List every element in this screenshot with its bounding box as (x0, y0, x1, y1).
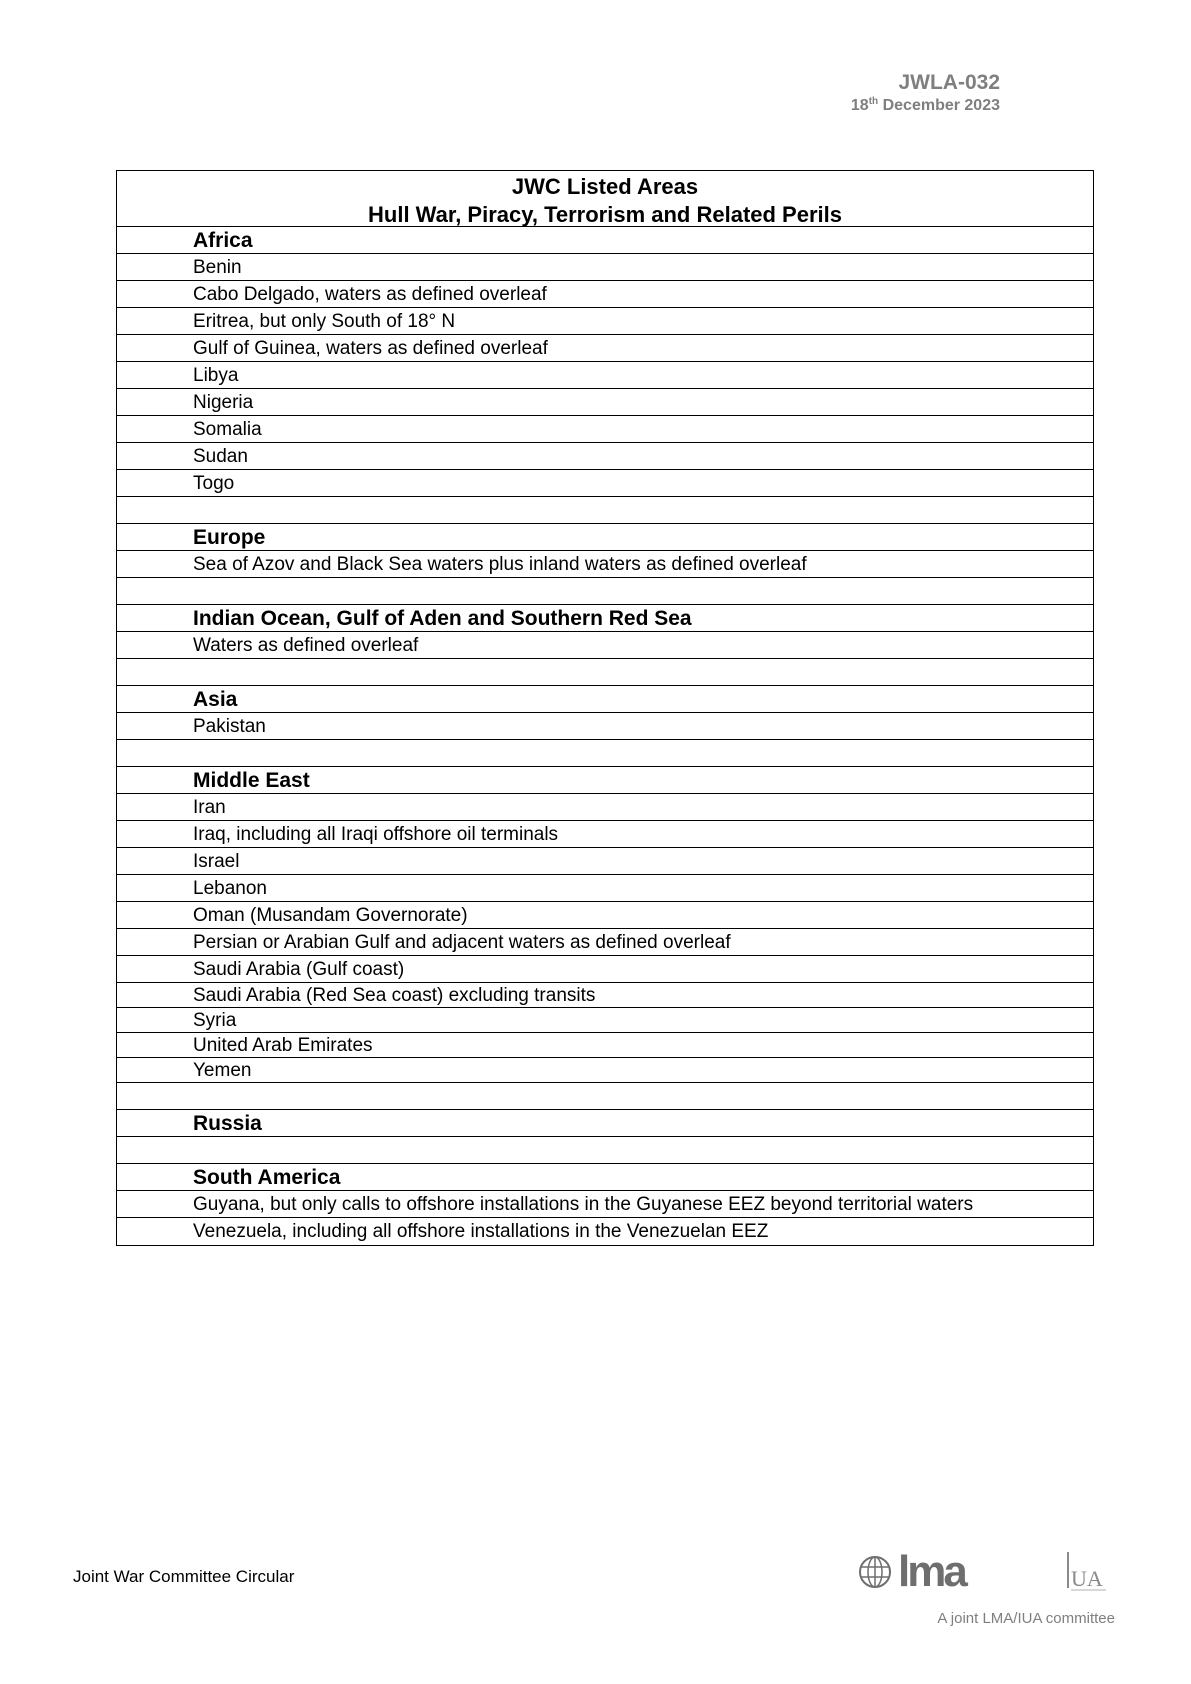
area-row: Libya (117, 362, 1093, 389)
blank-row (117, 497, 1093, 524)
document-reference (851, 70, 1000, 116)
area-row: Syria (117, 1008, 1093, 1033)
blank-row (117, 578, 1093, 605)
date-rest: December 2023 (878, 97, 1000, 114)
area-row: Iran (117, 794, 1093, 821)
region-header-row: Indian Ocean, Gulf of Aden and Southern Red Sea (117, 605, 1093, 632)
area-row: Yemen (117, 1058, 1093, 1083)
listed-areas-table (116, 170, 1094, 1246)
area-row: United Arab Emirates (117, 1033, 1093, 1058)
area-row: Benin (117, 254, 1093, 281)
area-row: Togo (117, 470, 1093, 497)
footer-circular-label: Joint War Committee Circular (73, 1567, 295, 1586)
blank-row (117, 740, 1093, 767)
area-row: Persian or Arabian Gulf and adjacent waters as defined overleaf (117, 929, 1093, 956)
area-row: Lebanon (117, 875, 1093, 902)
table-title-line2: Hull War, Piracy, Terrorism and Related Perils (368, 202, 842, 227)
blank-row (117, 1083, 1093, 1110)
area-row: Oman (Musandam Governorate) (117, 902, 1093, 929)
table-title (117, 171, 1093, 227)
lma-logo (858, 1547, 965, 1596)
table-title-line1: JWC Listed Areas (511, 174, 699, 199)
svg-text:UA: UA (1071, 1566, 1103, 1591)
reference-date (851, 96, 1000, 116)
region-header-row: Asia (117, 686, 1093, 713)
region-header-row: Europe (117, 524, 1093, 551)
committee-caption: A joint LMA/IUA committee (937, 1610, 1115, 1627)
region-header-row: Africa (117, 227, 1093, 254)
area-row: Eritrea, but only South of 18° N (117, 308, 1093, 335)
area-row: Saudi Arabia (Red Sea coast) excluding transits (117, 983, 1093, 1008)
area-row: Pakistan (117, 713, 1093, 740)
area-row: Iraq, including all Iraqi offshore oil terminals (117, 821, 1093, 848)
reference-code: JWLA-032 (898, 71, 1000, 94)
blank-row (117, 659, 1093, 686)
area-row: Guyana, but only calls to offshore installations in the Guyanese EEZ beyond territorial waters (117, 1191, 1093, 1218)
table-rows (117, 227, 1093, 1245)
area-row: Somalia (117, 416, 1093, 443)
area-row: Sudan (117, 443, 1093, 470)
iua-logo (1062, 1546, 1112, 1596)
area-row: Gulf of Guinea, waters as defined overleaf (117, 335, 1093, 362)
area-row: Cabo Delgado, waters as defined overleaf (117, 281, 1093, 308)
area-row: Sea of Azov and Black Sea waters plus inland waters as defined overleaf (117, 551, 1093, 578)
region-header-row: Middle East (117, 767, 1093, 794)
globe-icon (858, 1555, 892, 1589)
area-row: Saudi Arabia (Gulf coast) (117, 956, 1093, 983)
region-header-row: Russia (117, 1110, 1093, 1137)
area-row: Israel (117, 848, 1093, 875)
date-suffix: th (868, 96, 879, 107)
area-row: Nigeria (117, 389, 1093, 416)
blank-row (117, 1137, 1093, 1164)
area-row: Venezuela, including all offshore installations in the Venezuelan EEZ (193, 1221, 769, 1242)
region-header-row: South America (117, 1164, 1093, 1191)
area-row: Waters as defined overleaf (117, 632, 1093, 659)
lma-logo-text: lma (898, 1547, 965, 1596)
date-day: 18 (850, 97, 869, 114)
